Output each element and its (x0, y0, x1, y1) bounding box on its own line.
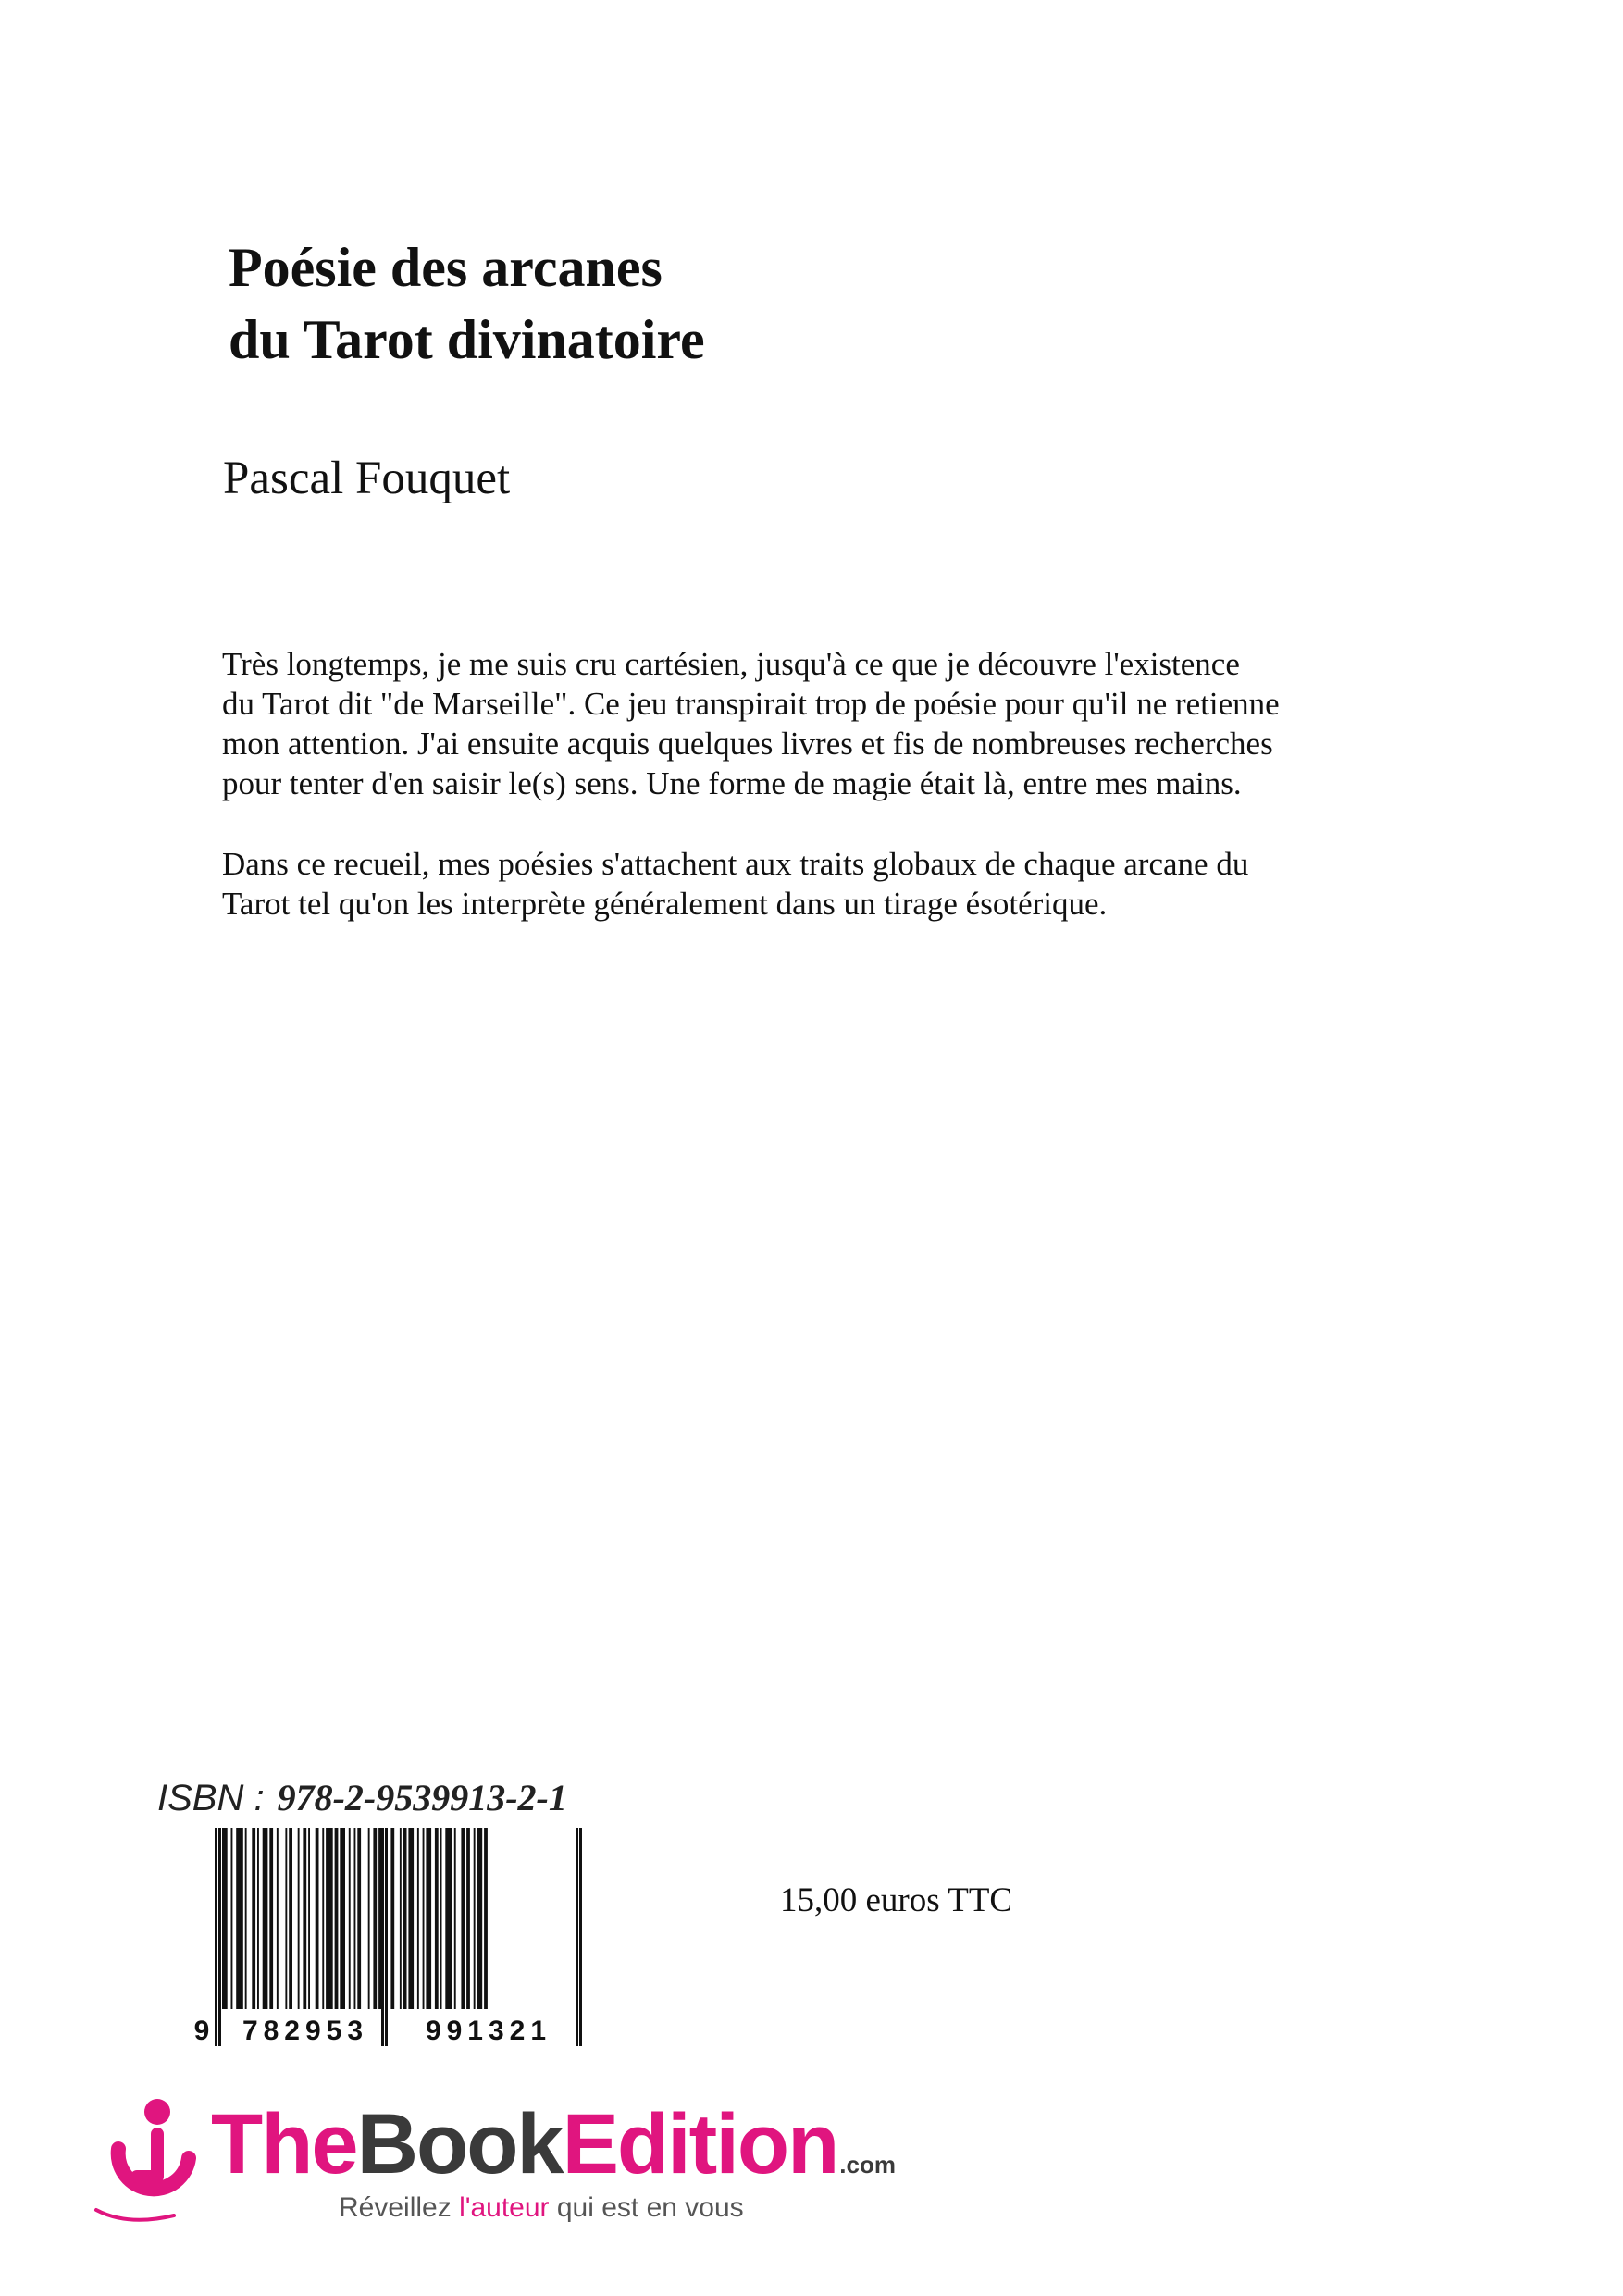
barcode-bar (390, 1828, 394, 2009)
isbn-barcode (185, 1828, 592, 2050)
publisher-wordmark (211, 2093, 896, 2195)
barcode-bar (236, 1828, 243, 2009)
blurb-line: pour tenter d'en saisir le(s) sens. Une forme de magie était là, entre mes mains. (222, 765, 1242, 801)
barcode-bar (257, 1828, 259, 2009)
price: 15,00 euros TTC (780, 1881, 1013, 1919)
blurb-line: du Tarot dit "de Marseille". Ce jeu transpirait trop de poésie pour qu'il ne retienne (222, 686, 1280, 722)
tagline-post: qui est en vous (549, 2192, 744, 2223)
barcode-bar (435, 1828, 439, 2009)
barcode-digits-right: 991321 (425, 2016, 552, 2046)
blurb-line: Dans ce recueil, mes poésies s'attachent aux traits globaux de chaque arcane du (222, 846, 1249, 882)
barcode-bar (426, 1828, 431, 2009)
wordmark-the: The (211, 2097, 357, 2191)
barcode-bar (277, 1828, 279, 2009)
barcode-guard-bar (385, 1828, 388, 2046)
barcode-bar (423, 1828, 425, 2009)
isbn-label (157, 1777, 567, 1819)
barcode-bar (466, 1828, 470, 2009)
barcode-bar (322, 1828, 324, 2009)
barcode-bar (368, 1828, 370, 2009)
barcode-bar (231, 1828, 233, 2009)
barcode-bar (349, 1828, 351, 2009)
tagline-accent: l'auteur (459, 2192, 550, 2223)
barcode-digit-lead: 9 (193, 2016, 210, 2046)
barcode-bar (440, 1828, 442, 2009)
barcode-bar (484, 1828, 488, 2009)
barcode-bar (285, 1828, 287, 2009)
barcode-bar (252, 1828, 255, 2009)
blurb-line: mon attention. J'ai ensuite acquis quelques livres et fis de nombreuses recherches (222, 726, 1273, 762)
barcode-bar (408, 1828, 414, 2009)
barcode-bar (308, 1828, 310, 2009)
barcode-bar (417, 1828, 419, 2009)
isbn-prefix: ISBN : (157, 1778, 265, 1818)
barcode-guard-bar (576, 1828, 578, 2046)
barcode-digits-left: 782953 (242, 2016, 369, 2046)
barcode-bars (215, 1828, 582, 2046)
barcode-bar (445, 1828, 452, 2009)
barcode-guard-bar (218, 1828, 221, 2046)
book-title (229, 231, 705, 376)
wordmark-edition: Edition (562, 2097, 838, 2191)
publisher-logo (91, 2093, 896, 2241)
barcode-bar (340, 1828, 345, 2009)
wordmark-book: Book (356, 2097, 563, 2191)
barcode-guard-bar (381, 1828, 384, 2046)
blurb-paragraph-2 (222, 844, 1443, 924)
barcode-bar (298, 1828, 300, 2009)
barcode-bar (245, 1828, 247, 2009)
barcode-guard-bar (215, 1828, 217, 2046)
barcode-bar (400, 1828, 402, 2009)
barcode-bar (316, 1828, 319, 2009)
back-cover-blurb (222, 644, 1443, 964)
blurb-line: Très longtemps, je me suis cru cartésien, jusqu'à ce que je découvre l'existence (222, 646, 1240, 682)
tagline-pre: Réveillez (339, 2192, 460, 2223)
barcode-bar (335, 1828, 339, 2009)
blurb-paragraph-1 (222, 644, 1443, 803)
author-name: Pascal Fouquet (223, 453, 511, 504)
barcode-bar (474, 1828, 476, 2009)
blurb-line: Tarot tel qu'on les interprète généralement dans un tirage ésotérique. (222, 886, 1108, 922)
barcode-bar (269, 1828, 273, 2009)
barcode-bar (357, 1828, 361, 2009)
publisher-tagline (339, 2191, 744, 2225)
barcode-bar (263, 1828, 268, 2009)
barcode-bar (303, 1828, 306, 2009)
barcode-bar (461, 1828, 465, 2009)
barcode-bar (403, 1828, 407, 2009)
barcode-bar (477, 1828, 483, 2009)
barcode-bar (354, 1828, 356, 2009)
title-line-2: du Tarot divinatoire (229, 309, 705, 370)
title-line-1: Poésie des arcanes (229, 237, 663, 298)
barcode-bar (326, 1828, 333, 2009)
isbn-number: 978-2-9539913-2-1 (277, 1777, 567, 1818)
barcode-guard-bar (579, 1828, 582, 2046)
barcode-bar (222, 1828, 228, 2009)
barcode-bar (289, 1828, 292, 2009)
wordmark-dotcom: .com (839, 2151, 896, 2178)
barcode-bar (454, 1828, 456, 2009)
publisher-logo-icon (91, 2093, 211, 2232)
barcode-bar (373, 1828, 377, 2009)
